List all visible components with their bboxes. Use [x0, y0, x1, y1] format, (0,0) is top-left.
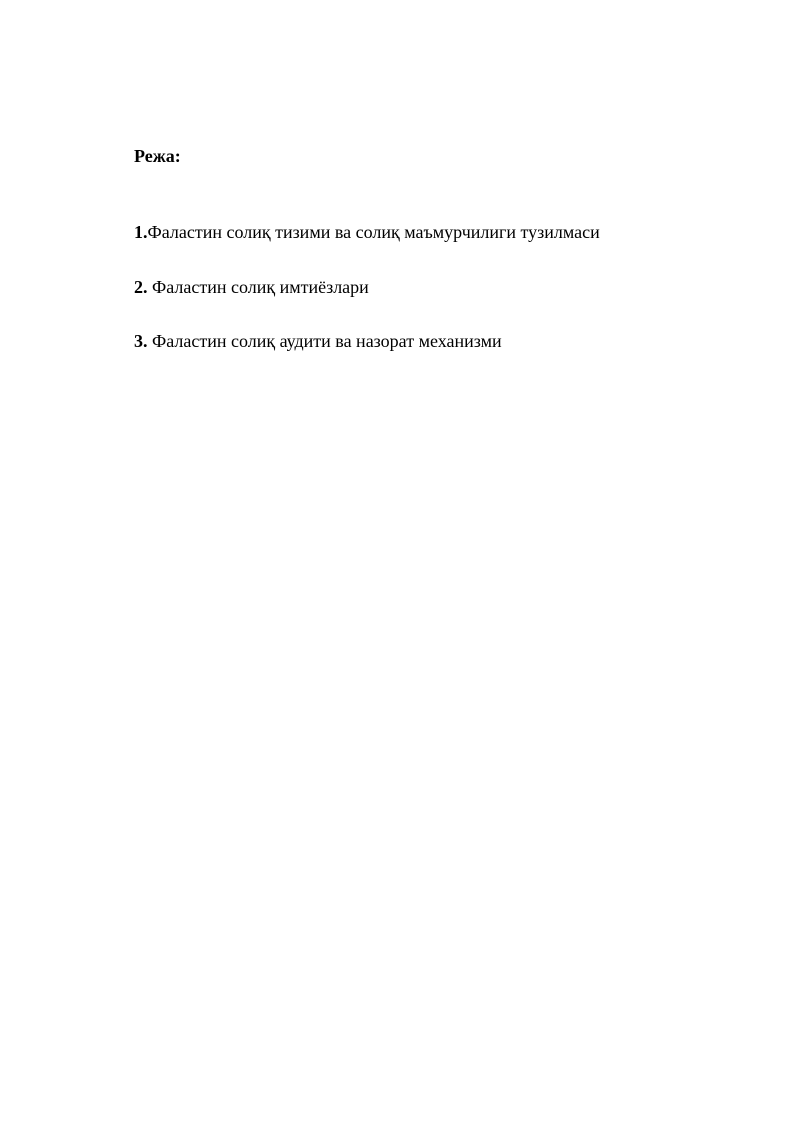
plan-item	[134, 276, 369, 298]
plan-item	[134, 330, 502, 352]
plan-heading: Режа:	[134, 146, 181, 166]
plan-item-text: Фаластин солиқ имтиёзлари	[152, 277, 369, 297]
plan-item	[134, 221, 600, 243]
plan-item-number: 2.	[134, 277, 152, 297]
plan-item-number: 1.	[134, 222, 148, 242]
plan-item-number: 3.	[134, 331, 152, 351]
plan-item-text: Фаластин солиқ тизими ва солиқ маъмурчилиги тузилмаси	[147, 222, 600, 242]
plan-item-text: Фаластин солиқ аудити ва назорат механизми	[152, 331, 502, 351]
